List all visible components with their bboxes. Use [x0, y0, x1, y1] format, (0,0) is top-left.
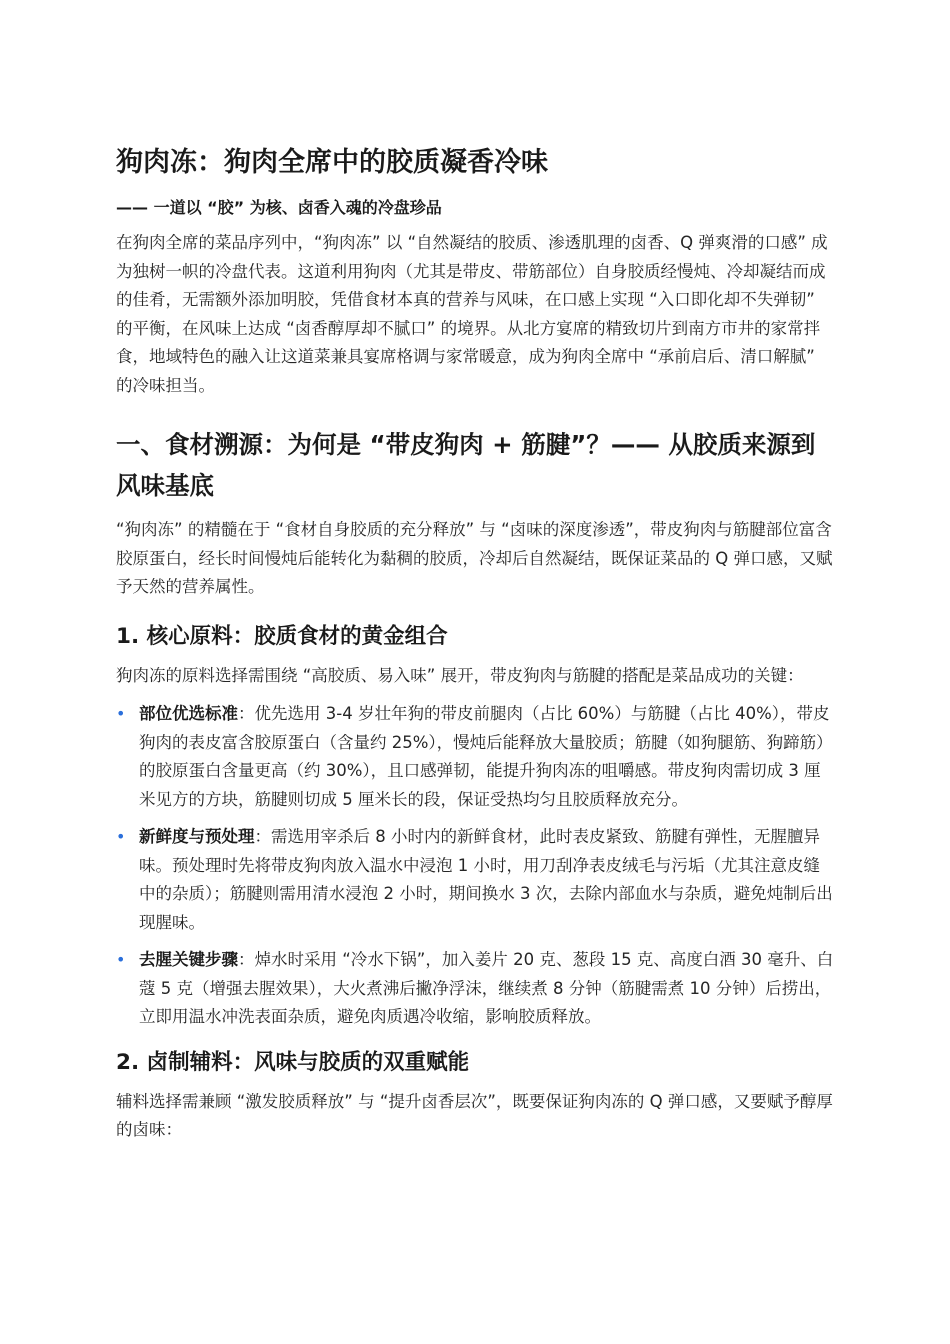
- bullet-term: 去腥关键步骤: [139, 950, 238, 969]
- list-item: [116, 946, 835, 1032]
- intro-paragraph: 在狗肉全席的菜品序列中，“狗肉冻” 以 “自然凝结的胶质、渗透肌理的卤香、Q 弹爽滑的口感” 成为独树一帜的冷盘代表。这道利用狗肉（尤其是带皮、带筋部位）自身胶质经慢炖、冷却凝结而成的佳肴，无需额外添加明胶，凭借食材本真的营养与风味，在口感上实现 “入口即化却不失弹韧” 的平衡，在风味上达成 “卤香醇厚却不腻口” 的境界。从北方宴席的精致切片到南方市井的家常拌食，地域特色的融入让这道菜兼具宴席格调与家常暖意，成为狗肉全席中 “承前启后、清口解腻” 的冷味担当。: [116, 233, 828, 395]
- bullet-term: 新鲜度与预处理: [139, 827, 255, 846]
- section-body-ingredients: “狗肉冻” 的精髓在于 “食材自身胶质的充分释放” 与 “卤味的深度渗透”，带皮狗肉与筋腱部位富含胶原蛋白，经长时间慢炖后能转化为黏稠的胶质，冷却后自然凝结，既保证菜品的 Q 弹口感，又赋予天然的营养属性。: [116, 520, 833, 596]
- bullet-dot-icon: •: [116, 704, 126, 723]
- subsection-heading-core-materials: 1. 核心原料：胶质食材的黄金组合: [116, 623, 448, 649]
- list-item: [116, 823, 835, 937]
- subsection-heading-marinade: 2. 卤制辅料：风味与胶质的双重赋能: [116, 1049, 470, 1075]
- bullet-dot-icon: •: [116, 950, 126, 969]
- bullet-text: ：焯水时采用 “冷水下锅”，加入姜片 20 克、葱段 15 克、高度白酒 30 毫升、白蔻 5 克（增强去腥效果），大火煮沸后撇净浮沫，继续煮 8 分钟（筋腱需煮 10 分钟）后捞出，立即用温水冲洗表面杂质，避免肉质遇冷收缩，影响胶质释放。: [139, 950, 834, 1026]
- list-item: [116, 700, 835, 814]
- bullet-list-core-materials: [116, 700, 835, 1032]
- page-subtitle: —— 一道以 “胶” 为核、卤香入魂的冷盘珍品: [116, 198, 442, 217]
- bullet-term: 部位优选标准: [139, 704, 238, 723]
- bullet-text: ：需选用宰杀后 8 小时内的新鲜食材，此时表皮紧致、筋腱有弹性，无腥膻异味。预处理时先将带皮狗肉放入温水中浸泡 1 小时，用刀刮净表皮绒毛与污垢（尤其注意皮缝中的杂质）；筋腱则需用清水浸泡 2 小时，期间换水 3 次，去除内部血水与杂质，避免炖制后出现腥味。: [139, 827, 833, 932]
- section-heading-ingredients: 一、食材溯源：为何是 “带皮狗肉 + 筋腱”？—— 从胶质来源到风味基底: [116, 430, 816, 500]
- subsection-body-marinade: 辅料选择需兼顾 “激发胶质释放” 与 “提升卤香层次”，既要保证狗肉冻的 Q 弹口感，又要赋予醇厚的卤味：: [116, 1091, 833, 1139]
- bullet-dot-icon: •: [116, 827, 126, 846]
- subsection-body-core-materials: 狗肉冻的原料选择需围绕 “高胶质、易入味” 展开，带皮狗肉与筋腱的搭配是菜品成功的关键：: [116, 665, 804, 685]
- bullet-text: ：优先选用 3-4 岁壮年狗的带皮前腿肉（占比 60%）与筋腱（占比 40%），带皮狗肉的表皮富含胶原蛋白（含量约 25%），慢炖后能释放大量胶质；筋腱（如狗腿筋、狗蹄筋）的胶原蛋白含量更高（约 30%），且口感弹韧，能提升狗肉冻的咀嚼感。带皮狗肉需切成 3 厘米见方的方块，筋腱则切成 5 厘米长的段，保证受热均匀且胶质释放充分。: [139, 704, 833, 809]
- page-title: 狗肉冻：狗肉全席中的胶质凝香冷味: [116, 147, 548, 178]
